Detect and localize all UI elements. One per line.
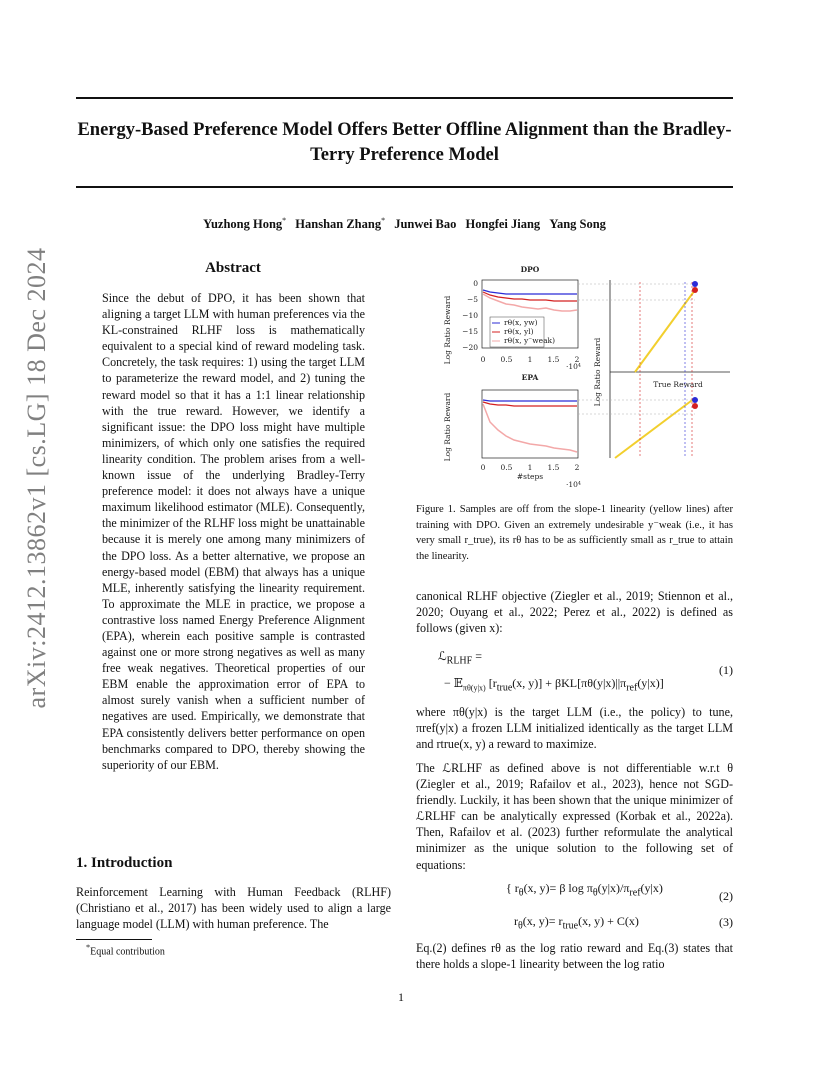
dpo-title: DPO — [520, 265, 540, 274]
figure-1 — [440, 262, 735, 492]
page-number: 1 — [398, 990, 404, 1004]
author: Hongfei Jiang — [465, 217, 541, 232]
bottom-plot-frame — [482, 390, 578, 458]
equation-number: (3) — [719, 915, 733, 929]
epa-red-series — [483, 402, 577, 406]
legend-item: rθ(x, yl) — [504, 327, 534, 336]
author: Yuzhong Hong* — [203, 216, 287, 232]
y-tick-label: −10 — [462, 311, 478, 320]
x-tick-label: 2 — [574, 355, 580, 364]
right-paragraph-4: Eq.(2) defines rθ as the log ratio reward and Eq.(3) states that there holds a slope-1 linearity between the log ratio — [416, 941, 733, 972]
y-tick-label: 0 — [473, 279, 478, 288]
equation-number: (1) — [719, 663, 733, 677]
right-paragraph-2: where πθ(y|x) is the target LLM (i.e., the policy) to tune, πref(y|x) a frozen LLM initialized identically as the target LLM and rtrue(x, y) a reward to maximize. — [416, 705, 733, 752]
y-tick-label: −20 — [462, 343, 478, 352]
marker-blue — [692, 397, 698, 403]
dpo-blue-series — [483, 290, 577, 294]
x-tick-label: 0 — [480, 463, 486, 472]
abstract-text: Since the debut of DPO, it has been shown that aligning a target LLM with human preferences via the KL-constrained RLHF loss is mathematically equivalent to a special kind of reward modeling task. Concretely, the task requires: 1) using the target LLM to parameterize the reward model, and 2) tuning the reward model so that it has a 1:1 linear relationship with the true reward. However, we identify a significant issue: the DPO loss might have multiple minimizers, of which only one satisfies the required linearity condition. The problem arises from a well-known issue of the underlying Bradley-Terry preference model: it does not always have a unique maximum likelihood estimator (MLE). Consequently, the minimizer of the RLHF loss might be unattainable because it is merely one among many minimizers of the DPO loss. As a better alternative, we propose an energy-based model (EBM) that always has a unique MLE, inherently satisfying the linearity requirement. To approximate the MLE in practice, we propose a contrastive loss named Energy Preference Alignment (EPA), wherein each positive sample is contrasted against one or more strong negatives as well as many free weak negatives. Theoretical properties of our EBM enable the approximation error of EPA to almost surely vanish when a sufficient number of negatives are used. Empirically, we demonstrate that EPA consistently delivers better performance on open benchmarks compared to DPO, thereby showing the superiority of our EBM. — [102, 291, 365, 772]
legend-item: rθ(x, yw) — [504, 318, 538, 327]
marker-red — [692, 403, 698, 409]
marker-blue — [692, 281, 698, 287]
x-tick-label: 0.5 — [500, 463, 513, 472]
equation-number: (2) — [719, 889, 733, 903]
footnote: *Equal contribution — [86, 943, 165, 958]
section-heading: 1. Introduction — [76, 855, 173, 871]
y-tick-label: −5 — [466, 295, 478, 304]
title-top-rule — [76, 97, 733, 99]
epa-blue-series — [483, 400, 577, 401]
bottom-plot-xticks — [481, 463, 580, 472]
intro-paragraph: Reinforcement Learning with Human Feedback (RLHF) (Christiano et al., 2017) has been widely used to align a large language model (LLM) with human preference. The — [76, 885, 391, 932]
x-tick-label: 0.5 — [500, 355, 513, 364]
author: Junwei Bao — [394, 217, 457, 232]
author: Yang Song — [549, 217, 606, 232]
top-plot-yticks — [462, 279, 478, 352]
title-bottom-rule — [76, 186, 733, 188]
arxiv-watermark: arXiv:2412.13862v1 [cs.LG] 18 Dec 2024 — [22, 247, 51, 709]
x-tick-label: 1 — [527, 463, 533, 472]
abstract-heading: Abstract — [205, 260, 261, 276]
equations-2-3: { $r_\theta(x$, y)= β $\log \pi_\theta(y|x)/\pi_{ref}(y|x)$ $r_\theta(x$, $y)= r_{true}(x$, y) + C(x) (2) (3) — [506, 881, 733, 932]
right-x-label: True Reward — [653, 380, 703, 389]
right-paragraph-1: canonical RLHF objective (Ziegler et al., 2019; Stiennon et al., 2020; Ouyang et al., 2022; Perez et al., 2022) is defined as follows (given x): — [416, 589, 733, 636]
epa-pink-series — [483, 404, 577, 452]
x-axis-label: #steps — [516, 472, 544, 481]
x-exponent-top: ·10⁴ — [566, 362, 581, 371]
paper-title: Energy-Based Preference Model Offers Better Offline Alignment than the Bradley-Terry Preference Model — [77, 120, 732, 165]
x-exponent-bottom: ·10⁴ — [566, 480, 581, 489]
author-list — [76, 216, 733, 232]
marker-red — [692, 287, 698, 293]
right-paragraph-3: The ℒRLHF as defined above is not differentiable w.r.t θ (Ziegler et al., 2019; Rafailov et al., 2023), hence not SGD-friendly. Luckily, it has been shown that the unique minimizer of ℒRLHF can be analytically expressed (Korbak et al., 2022a). Then, Rafailov et al. (2023) further reformulate the analytical minimizer as the unique solution to the following set of equations: — [416, 761, 733, 872]
x-tick-label: 1 — [527, 355, 533, 364]
linearity-line-bottom — [615, 398, 695, 458]
right-y-label: Log Ratio Reward — [593, 337, 602, 407]
figure-caption: Figure 1. Samples are off from the slope-1 linearity (yellow lines) after training with DPO. Given an extremely undesirable y⁻weak (i.e., it has very small r_true), its rθ has to be as sufficiently small as r_true to attain the linearity. — [416, 504, 733, 562]
top-plot-xticks — [481, 355, 580, 364]
x-tick-label: 0 — [480, 355, 486, 364]
legend-item: rθ(x, y⁻weak) — [504, 336, 556, 345]
author: Hanshan Zhang* — [295, 216, 386, 232]
y-axis-label-top: Log Ratio Reward — [443, 295, 452, 365]
x-tick-label: 2 — [574, 463, 580, 472]
x-tick-label: 1.5 — [547, 355, 560, 364]
y-axis-label-bottom: Log Ratio Reward — [443, 392, 452, 462]
y-tick-label: −15 — [462, 327, 478, 336]
linearity-line-top — [635, 290, 695, 372]
epa-title: EPA — [521, 373, 539, 382]
x-tick-label: 1.5 — [547, 463, 560, 472]
equation-1: ℒ$_{RLHF}$ = − 𝔼$_{\pi\theta(y|x)}$ [$r_{true}(x$, $y)] + \beta KL[\pi\theta(y|x)||\pi_{ref}(y|x)]$ (1) — [438, 649, 733, 694]
footnote-rule — [76, 939, 152, 940]
